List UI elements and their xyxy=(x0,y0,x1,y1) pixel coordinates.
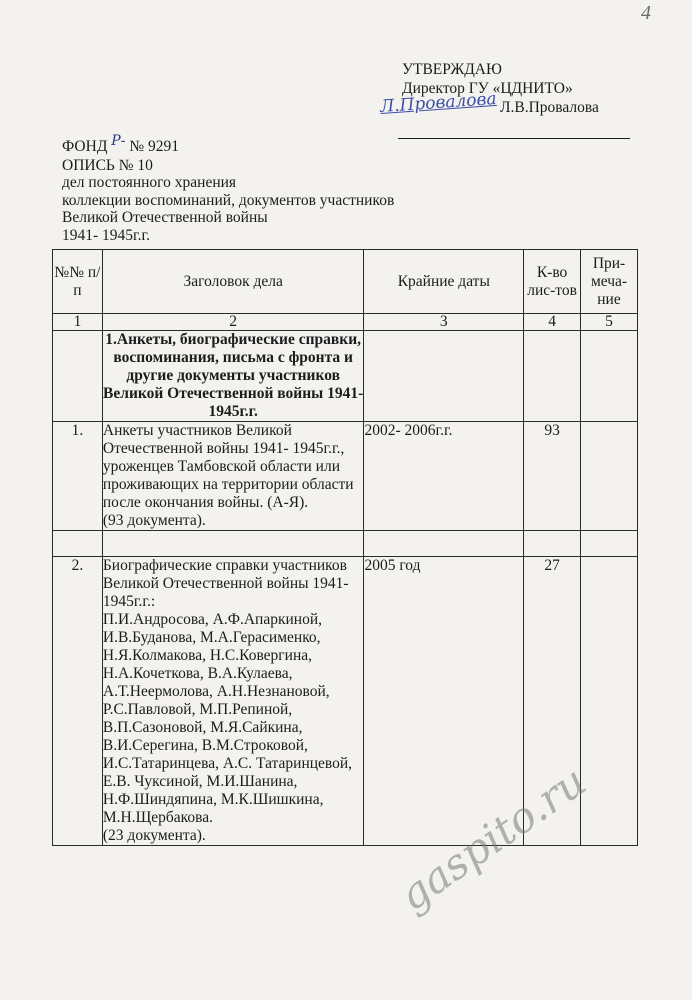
fund-label: ФОНД xyxy=(62,138,108,155)
row-title: Анкеты участников Великой Отечественной войны 1941- 1945г.г., уроженцев Тамбовской области или проживающих на территории области после окончания войны. (А-Я). xyxy=(102,422,354,511)
watermark: gaspito.ru xyxy=(390,756,595,921)
row-number: 2. xyxy=(53,557,103,846)
signature-handwritten: Л.Провалова xyxy=(379,88,498,118)
approval-block xyxy=(379,60,599,118)
row-remark xyxy=(581,557,638,846)
document-header xyxy=(62,133,395,244)
column-number: 2 xyxy=(102,314,364,331)
row-number: 1. xyxy=(53,422,103,531)
header-line-2: коллекции воспоминаний, документов участников xyxy=(62,191,395,209)
header-number: №№ п/п xyxy=(53,250,103,314)
column-number: 3 xyxy=(364,314,524,331)
row-sheet-count: 93 xyxy=(524,422,581,531)
row-title-cell xyxy=(102,422,364,531)
row-sheet-count: 27 xyxy=(524,557,581,846)
row-dates: 2005 год xyxy=(364,557,524,846)
row-names: П.И.Андросова, А.Ф.Апаркиной, И.В.Буданова, М.А.Герасименко, Н.Я.Колмакова, Н.С.Ковергина, Н.А.Кочеткова, В.А.Кулаева, А.Т.Неермолова, А.Н.Незнановой, Р.С.Павловой, М.П.Репиной, В.П.Сазоновой, М.Я.Сайкина, В.И.Серегина, В.М.Строковой, И.С.Татаринцева, А.С. Татаринцевой, Е.В. Чуксиной, М.И.Шанина, Н.Ф.Шиндяпина, М.К.Шишкина, М.Н.Щербакова. xyxy=(102,611,353,826)
row-remark xyxy=(581,422,638,531)
row-note: (23 документа). xyxy=(102,827,206,844)
column-number: 5 xyxy=(581,314,638,331)
header-line-3: Великой Отечественной войны xyxy=(62,209,268,226)
approval-title: УТВЕРЖДАЮ xyxy=(402,61,502,78)
approval-divider xyxy=(398,138,630,139)
approval-position: Директор ГУ «ЦДНИТО» xyxy=(402,80,573,97)
header-remarks: При-меча-ние xyxy=(581,250,638,314)
inventory-number: ОПИСЬ № 10 xyxy=(62,156,153,174)
header-dates: Крайние даты xyxy=(364,250,524,314)
row-dates: 2002- 2006г.г. xyxy=(364,422,524,531)
header-title: Заголовок дела xyxy=(102,250,364,314)
column-number: 1 xyxy=(53,314,103,331)
page-number: 4 xyxy=(641,2,651,24)
header-sheets: К-во лис-тов xyxy=(524,250,581,314)
column-number: 4 xyxy=(524,314,581,331)
section-row xyxy=(53,331,638,422)
fund-number: № 9291 xyxy=(129,138,179,155)
section-title: 1.Анкеты, биографические справки, воспоминания, письма с фронта и другие документы участников Великой Отечественной войны 1941-1945г.г. xyxy=(103,331,364,420)
header-line-1: дел постоянного хранения xyxy=(62,174,237,191)
header-line-4: 1941- 1945г.г. xyxy=(62,226,151,244)
fund-handwritten-prefix: Р- xyxy=(111,133,126,149)
inventory-table xyxy=(52,249,638,846)
row-note: (93 документа). xyxy=(102,512,206,529)
table-header-row xyxy=(53,250,638,314)
column-number-row xyxy=(53,314,638,331)
fund-line xyxy=(62,133,394,157)
table-row xyxy=(53,422,638,531)
row-spacer xyxy=(53,531,638,557)
signer-name: Л.В.Провалова xyxy=(500,99,599,116)
row-title: Биографические справки участников Великой Отечественной войны 1941- 1945г.г.: xyxy=(102,557,349,610)
row-title-cell xyxy=(102,557,364,846)
